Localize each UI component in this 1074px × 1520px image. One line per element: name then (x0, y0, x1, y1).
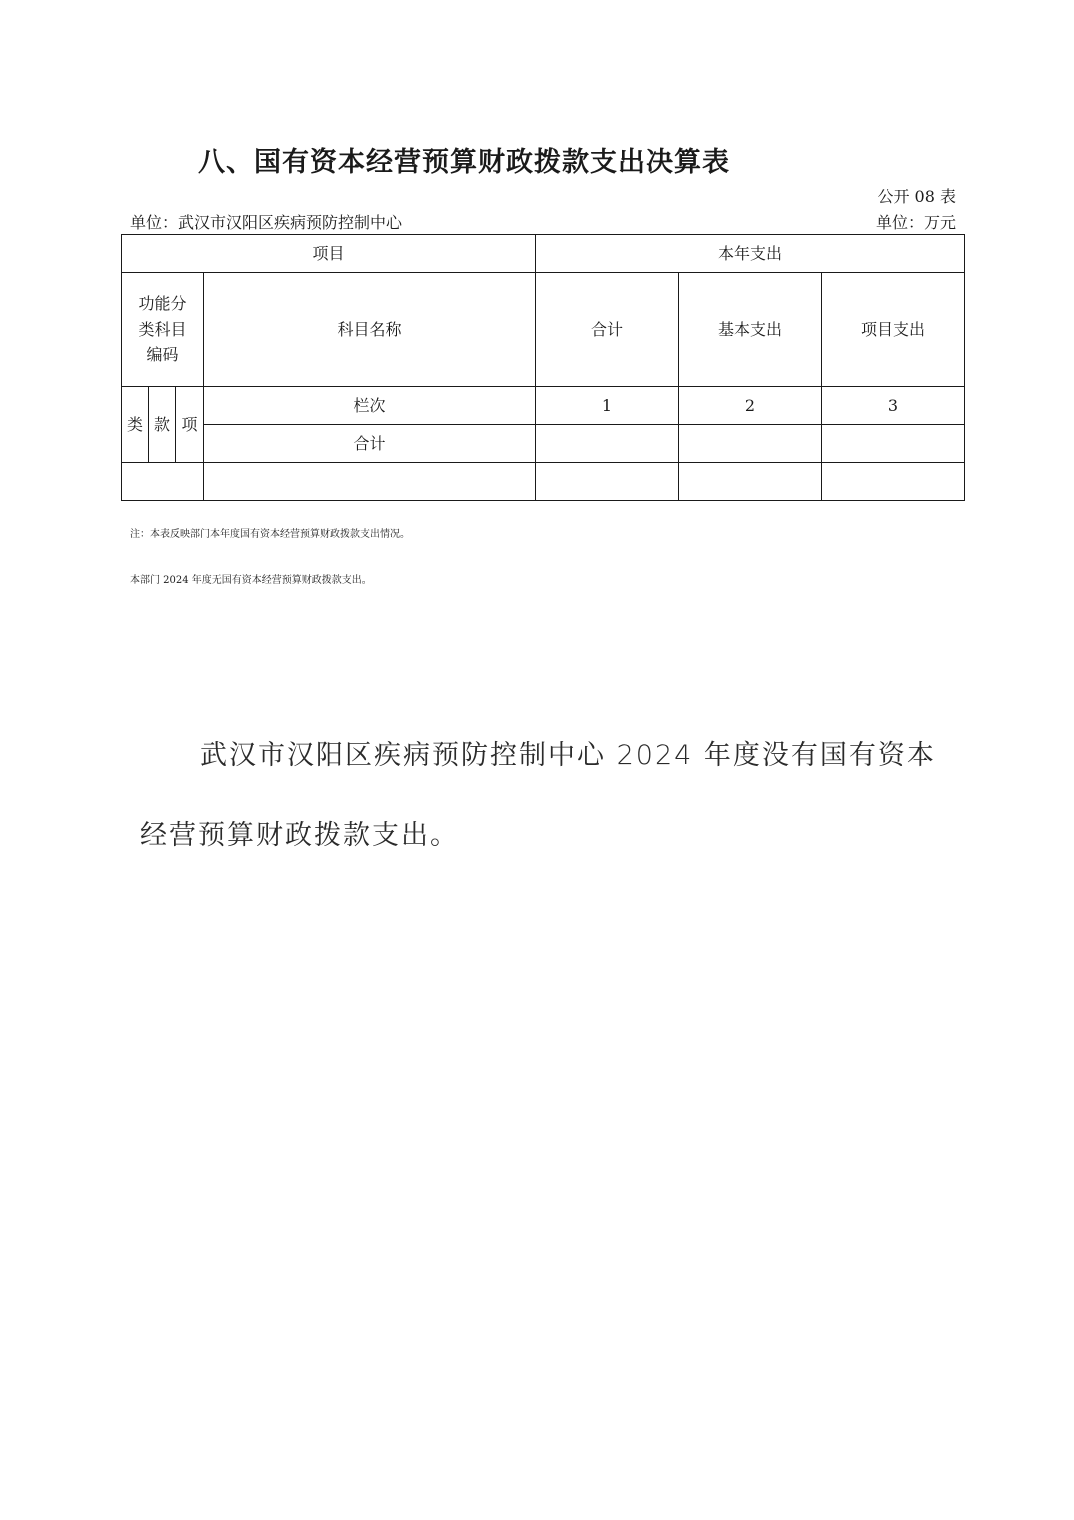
statement-paragraph: 武汉市汉阳区疾病预防控制中心 2024 年度没有国有资本经营预算财政拨款支出。 (140, 740, 936, 851)
column-number-row (122, 387, 965, 425)
budget-table (121, 234, 965, 501)
page-title: 八、国有资本经营预算财政拨款支出决算表 (198, 147, 730, 178)
sum-project-cell (822, 425, 965, 463)
no-expense-note: 本部门 2024 年度无国有资本经营预算财政拨款支出。 (130, 575, 372, 586)
unit-organization: 单位：武汉市汉阳区疾病预防控制中心 (130, 213, 403, 232)
empty-code-cell (122, 463, 204, 501)
xiang-header: 项 (176, 387, 204, 463)
header-row-2 (122, 273, 965, 387)
empty-row (122, 463, 965, 501)
column-3: 3 (822, 387, 965, 425)
lei-header: 类 (122, 387, 149, 463)
form-number: 公开 08 表 (877, 187, 956, 206)
project-header: 项目 (122, 235, 536, 273)
total-header: 合计 (536, 273, 679, 387)
empty-total-cell (536, 463, 679, 501)
current-year-header: 本年支出 (536, 235, 965, 273)
column-label: 栏次 (204, 387, 536, 425)
project-expense-header: 项目支出 (822, 273, 965, 387)
sum-basic-cell (679, 425, 822, 463)
column-1: 1 (536, 387, 679, 425)
table-note: 注：本表反映部门本年度国有资本经营预算财政拨款支出情况。 (130, 529, 410, 540)
kuan-header: 款 (149, 387, 176, 463)
empty-name-cell (204, 463, 536, 501)
column-2: 2 (679, 387, 822, 425)
unit-currency: 单位：万元 (875, 213, 956, 232)
sum-row (122, 425, 965, 463)
sum-total-cell (536, 425, 679, 463)
basic-expense-header: 基本支出 (679, 273, 822, 387)
empty-project-cell (822, 463, 965, 501)
empty-basic-cell (679, 463, 822, 501)
header-row-1 (122, 235, 965, 273)
subject-name-header: 科目名称 (204, 273, 536, 387)
func-code-label: 功能分类科目编码 (138, 294, 187, 365)
sum-label: 合计 (204, 425, 536, 463)
func-code-header (122, 273, 204, 387)
